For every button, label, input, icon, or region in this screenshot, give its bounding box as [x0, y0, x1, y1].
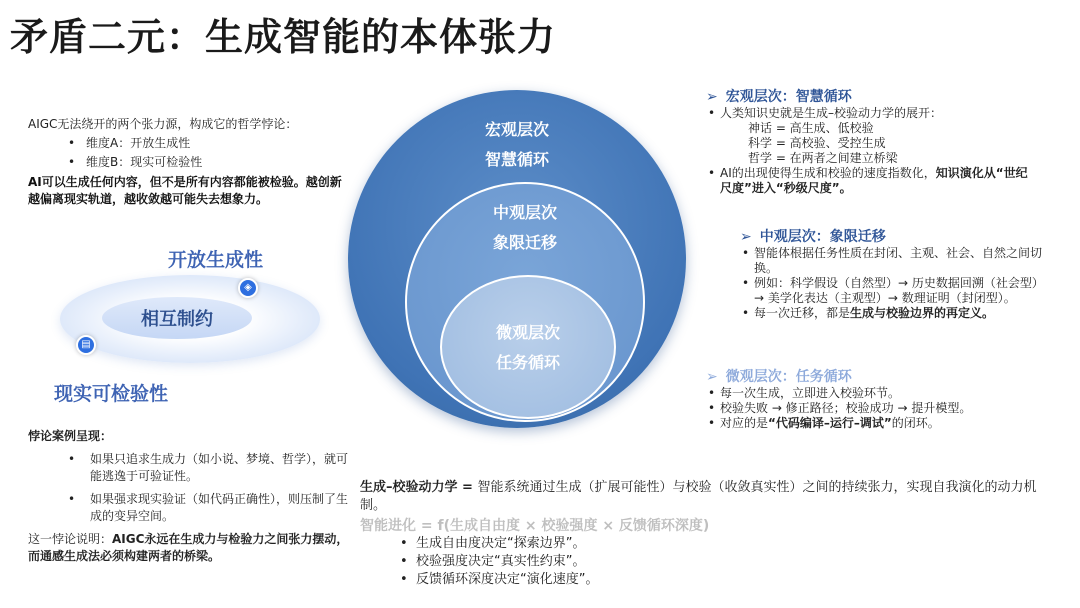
- formula-item: • 反馈循环深度决定“演化速度”。: [360, 571, 1060, 589]
- meso-bullet: • 智能体根据任务性质在封闭、主观、社会、自然之间切换。: [740, 246, 1052, 276]
- micro-line-1: 微观层次: [495, 323, 560, 342]
- meso-line-2: 象限迁移: [492, 233, 557, 252]
- definition-bold: 生成–校验动力学 =: [360, 480, 478, 495]
- paradox-item: • 如果强求现实验证（如代码正确性），则压制了生成的变异空间。: [28, 491, 358, 525]
- micro-bullet: • 每一次生成，立即进入校验环节。: [706, 386, 1036, 401]
- meso-circle-label: [465, 198, 585, 258]
- micro-b3-pre: 对应的是: [720, 416, 769, 430]
- document-icon: ▤: [76, 335, 96, 355]
- macro-line-1: 宏观层次: [484, 120, 549, 139]
- paradox-head: 悖论案例呈现：: [28, 429, 113, 443]
- bottom-block: [360, 479, 1060, 589]
- dimension-b: • 维度B：现实可检验性: [28, 153, 348, 172]
- intro-strong: AI可以生成任何内容，但不是所有内容都能被检验。越创新越偏离现实轨道，越收敛越可能失去想象力。: [28, 175, 342, 206]
- micro-bullet: • 校验失败 → 修正路径；校验成功 → 提升模型。: [706, 401, 1036, 416]
- macro-line-2: 智慧循环: [484, 150, 549, 169]
- paradox-conclusion: [28, 531, 358, 565]
- micro-line-2: 任务循环: [495, 353, 560, 372]
- micro-circle-label: [468, 318, 588, 378]
- paradox-item: • 如果只追求生成力（如小说、梦境、哲学），就可能逃逸于可验证性。: [28, 451, 358, 485]
- macro-bullet: [706, 166, 1036, 196]
- dimension-a: • 维度A：开放生成性: [28, 134, 348, 153]
- arrow-right-icon: ➢: [740, 229, 752, 245]
- meso-heading: [740, 228, 1052, 246]
- macro-section: [706, 88, 1036, 196]
- meso-b3-bold: 生成与校验边界的再定义。: [850, 306, 995, 320]
- paradox-block: [28, 428, 358, 565]
- meso-bullet: [740, 306, 1052, 321]
- definition-text: 智能系统通过生成（扩展可能性）与校验（收敛真实性）之间的持续张力，实现自我演化的动力机制。: [360, 480, 1037, 513]
- formula-item: • 校验强度决定“真实性约束”。: [360, 553, 1060, 571]
- conclusion-bold: AIGC永远在生成力与检验力之间张力摆动，而通感生成法必须构建两者的桥梁。: [28, 532, 349, 563]
- macro-circle-label: [457, 115, 577, 175]
- conclusion-prefix: 这一悖论说明：: [28, 532, 113, 546]
- micro-heading-text: 微观层次：任务循环: [725, 369, 852, 385]
- ring-center: [102, 297, 252, 339]
- ring-center-label: 相互制约: [141, 309, 213, 330]
- macro-sub: 神话 = 高生成、低校验: [748, 121, 874, 135]
- formula-item: • 生成自由度决定“探索边界”。: [360, 535, 1060, 553]
- macro-heading: [706, 88, 1036, 106]
- micro-b3-post: 的闭环。: [891, 416, 940, 430]
- arrow-right-icon: ➢: [706, 89, 718, 105]
- meso-line-1: 中观层次: [492, 203, 557, 222]
- meso-section: [740, 228, 1052, 321]
- formula: 智能进化 = f(生成自由度 × 校验强度 × 反馈循环深度): [360, 518, 710, 534]
- meso-heading-text: 中观层次：象限迁移: [759, 229, 886, 245]
- definition: [360, 479, 1060, 515]
- arrow-right-icon: ➢: [706, 369, 718, 385]
- micro-bullet: [706, 416, 1036, 431]
- macro-bullet: • 人类知识史就是生成–校验动力学的展开：: [706, 106, 1036, 121]
- cube-icon: ◈: [238, 278, 258, 298]
- meso-bullet: • 例如：科学假设（自然型）→ 历史数据回溯（社会型）→ 美学化表达（主观型）→ 数理证明（封闭型）。: [740, 276, 1052, 306]
- macro-b2-bold: 知识演化从“世纪尺度”进入“秒级尺度”。: [720, 166, 1028, 195]
- micro-b3-bold: “代码编译–运行–调试”: [768, 416, 892, 430]
- micro-heading: [706, 368, 1036, 386]
- ring-bottom-label: 现实可检验性: [54, 383, 169, 405]
- intro-lead: AIGC无法绕开的两个张力源，构成它的哲学悖论：: [28, 117, 298, 131]
- macro-sub: 科学 = 高校验、受控生成: [748, 136, 886, 150]
- macro-b2-text: AI的出现使得生成和校验的速度指数化，: [720, 166, 936, 180]
- ring-top-label: 开放生成性: [168, 249, 264, 271]
- macro-heading-text: 宏观层次：智慧循环: [725, 89, 852, 105]
- tension-ring-diagram: [40, 245, 340, 415]
- macro-sub: 哲学 = 在两者之间建立桥梁: [748, 151, 898, 165]
- intro-block: [28, 115, 348, 208]
- page-title: 矛盾二元：生成智能的本体张力: [10, 15, 557, 59]
- micro-section: [706, 368, 1036, 431]
- meso-b3-text: 每一次迁移，都是: [754, 306, 851, 320]
